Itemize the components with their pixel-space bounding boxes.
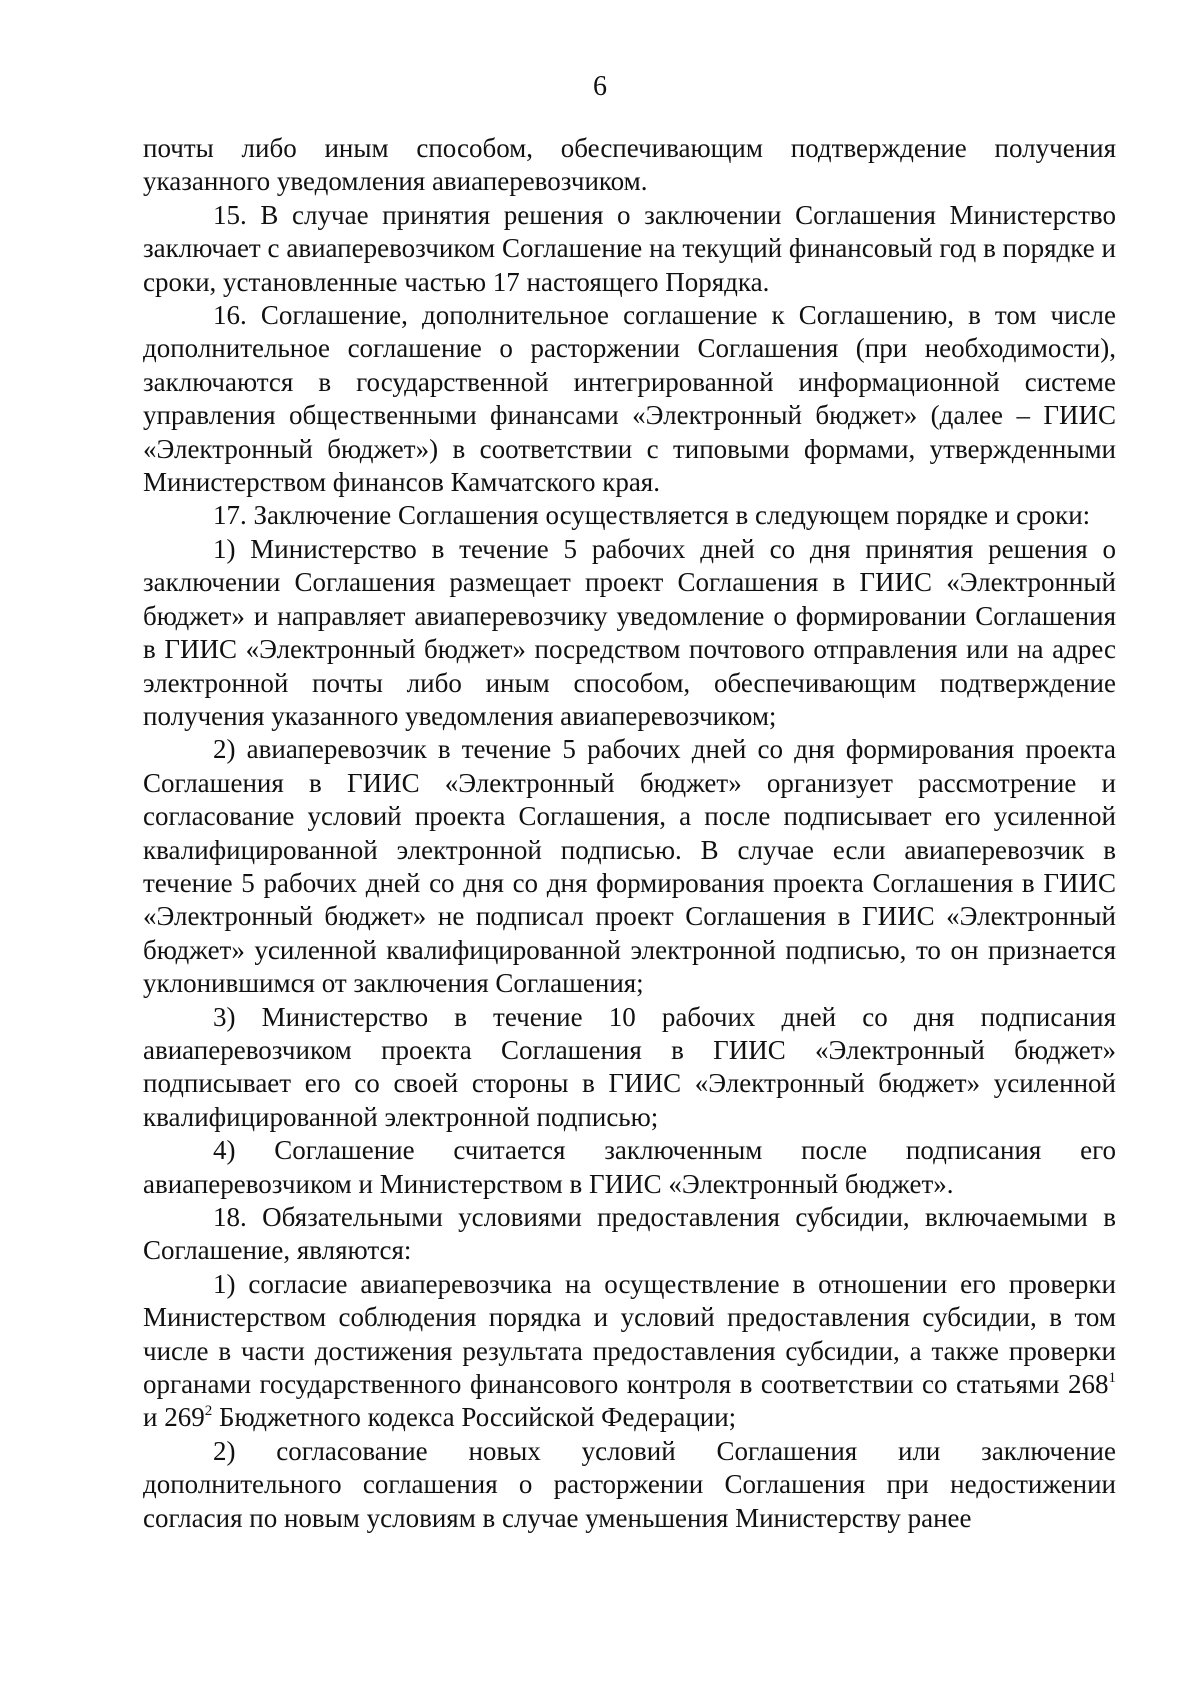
paragraph-continuation: почты либо иным способом, обеспечивающим подтверждение получения указанного уведомления авиаперевозчиком.: [143, 133, 1116, 197]
paragraph-18-item-1-text-middle: и 269: [143, 1402, 205, 1433]
page-number: 6: [593, 71, 607, 102]
document-body: [143, 132, 1116, 1535]
paragraph-17: 17. Заключение Соглашения осуществляется в следующем порядке и сроки:: [213, 500, 1091, 531]
paragraph-17-item-1: 1) Министерство в течение 5 рабочих дней со дня принятия решения о заключении Соглашения размещает проект Соглашения в ГИИС «Электронный бюджет» и направляет авиаперевозчику уведомление о формировании Соглашения в ГИИС «Электронный бюджет» посредством почтового отправления или на адрес электронной почты либо иным способом, обеспечивающим подтверждение получения указанного уведомления авиаперевозчиком;: [143, 533, 1116, 731]
paragraph-17-item-2: 2) авиаперевозчик в течение 5 рабочих дней со дня формирования проекта Соглашения в ГИИС «Электронный бюджет» организует рассмотрение и согласование условий проекта Соглашения, а после подписывает его усиленной квалифицированной электронной подписью. В случае если авиаперевозчик в течение 5 рабочих дней со дня со дня формирования проекта Соглашения в ГИИС «Электронный бюджет» не подписал проект Соглашения в ГИИС «Электронный бюджет» усиленной квалифицированной электронной подписью, то он признается уклонившимся от заключения Соглашения;: [143, 734, 1116, 999]
paragraph-18-item-1-text-after: Бюджетного кодекса Российской Федерации;: [212, 1402, 737, 1433]
superscript-2: 2: [204, 1403, 213, 1420]
paragraph-15: 15. В случае принятия решения о заключении Соглашения Министерство заключает с авиаперевозчиком Соглашение на текущий финансовый год в порядке и сроки, установленные частью 17 настоящего Порядка.: [143, 199, 1116, 297]
paragraph-18-item-1-text-before: 1) согласие авиаперевозчика на осуществление в отношении его проверки Министерством соблюдения порядка и условий предоставления субсидии, в том числе в части достижения результата предоставления субсидии, а также проверки органами государственного финансового контроля в соответствии со статьями 268: [143, 1268, 1116, 1400]
paragraph-16: 16. Соглашение, дополнительное соглашение к Соглашению, в том числе дополнительное соглашение о расторжении Соглашения (при необходимости), заключаются в государственной интегрированной информационной системе управления общественными финансами «Электронный бюджет» (далее – ГИИС «Электронный бюджет») в соответствии с типовыми формами, утвержденными Министерством финансов Камчатского края.: [143, 300, 1116, 498]
paragraph-18: 18. Обязательными условиями предоставления субсидии, включаемыми в Соглашение, являются:: [143, 1202, 1116, 1266]
paragraph-18-item-1: [143, 1268, 1116, 1435]
superscript-1: 1: [1108, 1370, 1116, 1387]
paragraph-17-item-3: 3) Министерство в течение 10 рабочих дней со дня подписания авиаперевозчиком проекта Соглашения в ГИИС «Электронный бюджет» подписывает его со своей стороны в ГИИС «Электронный бюджет» усиленной квалифицированной электронной подписью;: [143, 1001, 1116, 1132]
paragraph-18-item-2: 2) согласование новых условий Соглашения или заключение дополнительного соглашения о расторжении Соглашения при недостижении согласия по новым условиям в случае уменьшения Министерству ранее: [143, 1435, 1116, 1533]
paragraph-17-item-4: 4) Соглашение считается заключенным после подписания его авиаперевозчиком и Министерством в ГИИС «Электронный бюджет».: [143, 1135, 1116, 1199]
